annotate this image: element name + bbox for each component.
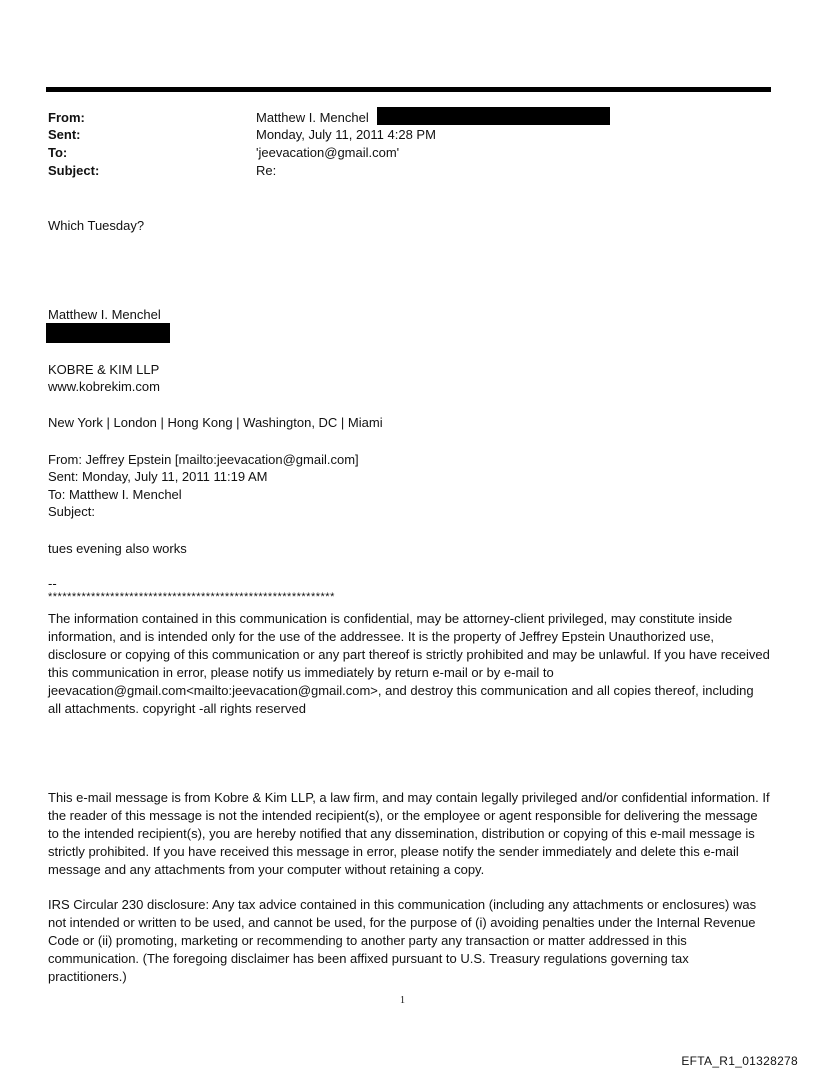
from-label: From: bbox=[48, 110, 85, 125]
quoted-body: tues evening also works bbox=[48, 541, 187, 556]
page-number: 1 bbox=[400, 995, 405, 1006]
irs-disclaimer: IRS Circular 230 disclosure: Any tax advice contained in this communication (including any attachments or enclosures) was not intended or written to be used, and cannot be used, for the purpose of (i) avoiding penalties under the Internal Revenue Code or (ii) promoting, marketing or recommending to another party any transaction or matter addressed in this communication. (The foregoing disclaimer has been affixed pursuant to U.S. Treasury regulations governing tax practitioners.) bbox=[48, 897, 757, 984]
header-rule bbox=[46, 87, 771, 92]
quoted-subject: Subject: bbox=[48, 504, 95, 519]
signature-firm: KOBRE & KIM LLP bbox=[48, 362, 160, 377]
redaction-block bbox=[46, 323, 170, 343]
sent-label: Sent: bbox=[48, 127, 81, 142]
confidentiality-notice: The information contained in this communication is confidential, may be attorney-client privileged, may constitute inside information, and is intended only for the use of the addressee. It is the property of Jeffrey Epstein Unauthorized use, disclosure or copying of this communication or any part thereof is strictly prohibited and may be unlawful. If you have received this communication in error, please notify us immediately by return e-mail or by e-mail to jeevacation@gmail.com<mailto:jeevacation@gmail.com>, and destroy this communication and all copies thereof, including all attachments. copyright -all rights reserved bbox=[48, 611, 770, 716]
from-value: Matthew I. Menchel bbox=[256, 110, 369, 125]
quoted-to: To: Matthew I. Menchel bbox=[48, 487, 182, 502]
quoted-sent: Sent: Monday, July 11, 2011 11:19 AM bbox=[48, 469, 268, 484]
signature-offices: New York | London | Hong Kong | Washington, DC | Miami bbox=[48, 415, 383, 430]
to-value: 'jeevacation@gmail.com' bbox=[256, 145, 400, 160]
reply-text: Which Tuesday? bbox=[48, 218, 145, 233]
subject-value: Re: bbox=[256, 163, 277, 178]
asterisk-divider: ************************************************************ bbox=[48, 591, 335, 603]
to-label: To: bbox=[48, 145, 68, 160]
document-id: EFTA_R1_01328278 bbox=[681, 1054, 798, 1068]
subject-label: Subject: bbox=[48, 163, 100, 178]
sent-value: Monday, July 11, 2011 4:28 PM bbox=[256, 127, 436, 142]
signature-dash: -- bbox=[48, 576, 57, 591]
quoted-from: From: Jeffrey Epstein [mailto:jeevacation@gmail.com] bbox=[48, 452, 359, 467]
signature-website: www.kobrekim.com bbox=[48, 379, 160, 394]
redaction-block bbox=[377, 107, 610, 125]
signature-name: Matthew I. Menchel bbox=[48, 307, 161, 322]
firm-disclaimer: This e-mail message is from Kobre & Kim LLP, a law firm, and may contain legally privileged and/or confidential information. If the reader of this message is not the intended recipient(s), or the employee or agent responsible for delivering the message to the intended recipient(s), you are hereby notified that any dissemination, distribution or copying of this e-mail message is strictly prohibited. If you have received this message in error, please notify the sender immediately and delete this e-mail message and any attachments from your computer without retaining a copy. bbox=[48, 790, 770, 877]
